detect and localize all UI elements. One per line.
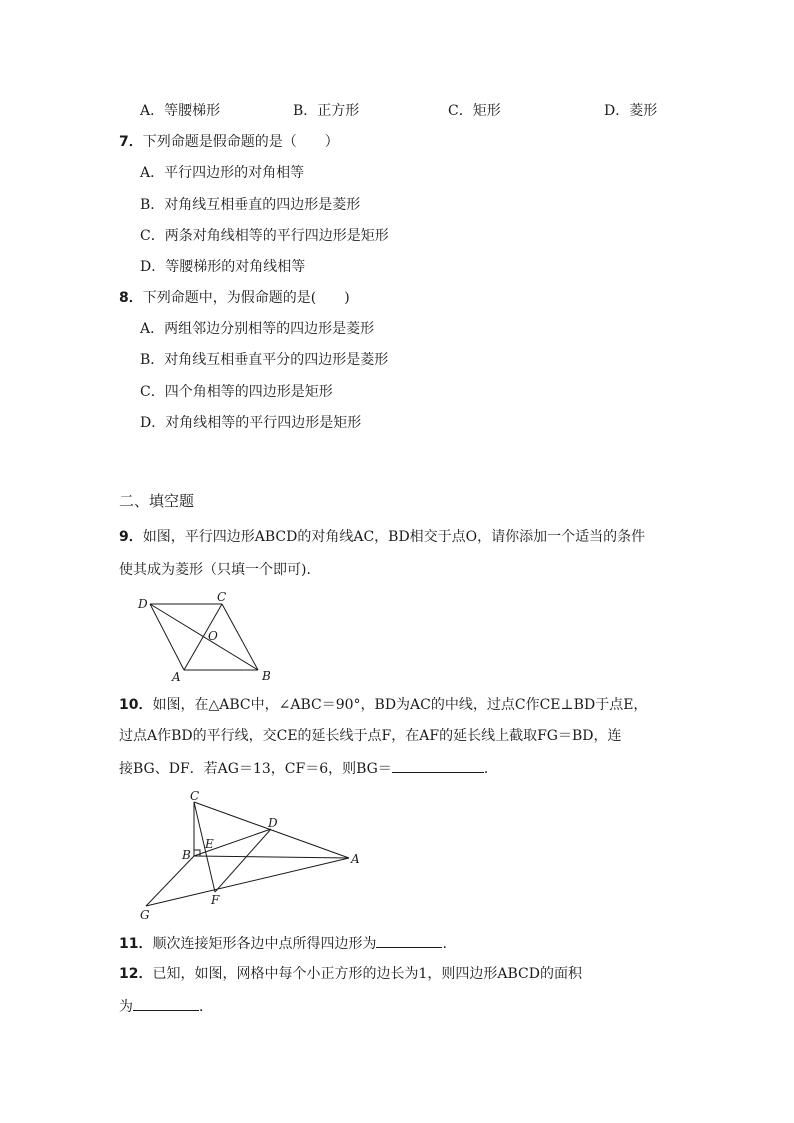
q6-option-b: B．正方形 <box>293 103 360 119</box>
q12-line-2 <box>119 996 213 1017</box>
q10-line-3 <box>119 758 498 779</box>
q8-stem: 下列命题中，为假命题的是( ) <box>142 290 350 306</box>
q10-label-f: F <box>211 893 220 907</box>
q11-line <box>119 933 447 954</box>
q10-segment-ag <box>146 858 349 906</box>
q10-label-g: G <box>140 908 150 922</box>
q8-option-d: D．对角线相等的平行四边形是矩形 <box>140 415 362 431</box>
q10-text-3: 接BG、DF．若AG＝13，CF＝6，则BG＝ <box>119 761 392 777</box>
q10-line-1 <box>119 695 647 715</box>
q10-number: 10． <box>119 697 153 713</box>
q12-text-1: 已知，如图，网格中每个小正方形的边长为1，则四边形ABCD的面积 <box>152 966 582 982</box>
q8-stem-line <box>119 288 350 308</box>
q10-label-a: A <box>351 852 360 866</box>
q10-label-c: C <box>190 789 200 803</box>
q10-label-d: D <box>268 816 278 830</box>
q8-option-c: C．四个角相等的四边形是矩形 <box>140 384 333 400</box>
q8-number: 8． <box>119 290 143 306</box>
q9-label-b: B <box>262 669 271 683</box>
q10-segment-ba <box>194 856 349 858</box>
q12-text-2-end: ． <box>199 999 213 1015</box>
q6-option-d: D．菱形 <box>604 103 658 119</box>
q7-option-d: D．等腰梯形的对角线相等 <box>140 259 306 275</box>
q7-option-a: A．平行四边形的对角相等 <box>140 165 305 181</box>
q9-label-c: C <box>217 590 227 604</box>
q8-option-a: A．两组邻边分别相等的四边形是菱形 <box>140 321 375 337</box>
q9-label-a: A <box>172 670 181 684</box>
q9-side-cb <box>222 604 258 670</box>
q10-label-e: E <box>205 837 214 851</box>
q11-text-end: . <box>442 936 447 952</box>
q7-option-c: C．两条对角线相等的平行四边形是矩形 <box>140 228 389 244</box>
q11-number: 11． <box>119 936 153 952</box>
q12-text-2-start: 为 <box>119 999 133 1015</box>
q12-line-1 <box>119 964 582 984</box>
q6-option-a: A．等腰梯形 <box>140 103 221 119</box>
q10-text-3-end: ． <box>483 761 498 777</box>
q12-number: 12． <box>119 966 153 982</box>
q9-line-2: 使其成为菱形（只填一个即可)． <box>119 562 321 578</box>
q10-line-2: 过点A作BD的平行线，交CE的延长线于点F，在AF的延长线上截取FG＝BD，连 <box>119 728 622 744</box>
q10-label-b: B <box>182 848 191 862</box>
q11-answer-blank[interactable] <box>376 933 442 948</box>
q9-line-1 <box>119 527 645 547</box>
q10-text-1: 如图，在△ABC中，∠ABC＝90°，BD为AC的中线，过点C作CE⊥BD于点E， <box>152 697 648 713</box>
q9-diagonal-bd <box>150 604 258 670</box>
q7-stem: 下列命题是假命题的是（ ） <box>142 134 339 150</box>
q9-text-1: 如图，平行四边形ABCD的对角线AC，BD相交于点O，请你添加一个适当的条件 <box>142 529 646 545</box>
q9-number: 9． <box>119 529 143 545</box>
q7-option-b: B．对角线互相垂直的四边形是菱形 <box>140 197 361 213</box>
q8-option-b: B．对角线互相垂直平分的四边形是菱形 <box>140 352 389 368</box>
q6-option-c: C．矩形 <box>448 103 501 119</box>
q7-stem-line <box>119 132 339 152</box>
q12-answer-blank[interactable] <box>133 996 199 1011</box>
q11-text: 顺次连接矩形各边中点所得四边形为 <box>152 936 377 952</box>
q7-number: 7． <box>119 134 143 150</box>
q9-label-o: O <box>208 629 218 643</box>
q10-triangle-figure <box>134 788 364 923</box>
q10-segment-ca <box>194 802 349 858</box>
q9-parallelogram-figure <box>134 590 284 685</box>
q10-segment-bg <box>146 856 194 906</box>
q9-label-d: D <box>138 597 148 611</box>
q10-answer-blank[interactable] <box>392 758 484 773</box>
section-title-fill-in: 二、填空题 <box>119 492 195 510</box>
